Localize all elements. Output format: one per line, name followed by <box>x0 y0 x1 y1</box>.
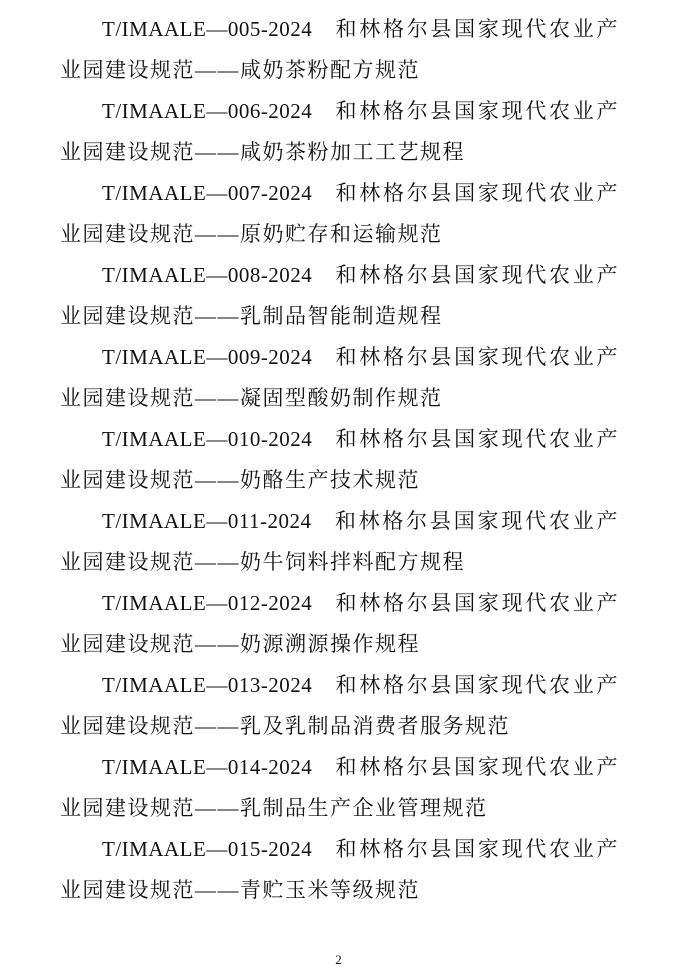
standard-title: 和林格尔县国家现代农业产业园建设规范——乳制品智能制造规程 <box>60 263 619 328</box>
standard-title: 和林格尔县国家现代农业产业园建设规范——原奶贮存和运输规范 <box>60 181 619 246</box>
standard-title: 和林格尔县国家现代农业产业园建设规范——奶源溯源操作规程 <box>60 591 619 656</box>
standard-code: T/IMAALE—012-2024 <box>102 591 313 615</box>
standard-code: T/IMAALE—011-2024 <box>102 509 312 533</box>
standard-code: T/IMAALE—010-2024 <box>102 427 313 451</box>
standard-entry <box>60 501 619 583</box>
standard-code: T/IMAALE—007-2024 <box>102 181 313 205</box>
standard-title: 和林格尔县国家现代农业产业园建设规范——凝固型酸奶制作规范 <box>60 345 619 410</box>
standard-title: 和林格尔县国家现代农业产业园建设规范——乳及乳制品消费者服务规范 <box>60 673 619 738</box>
standard-entry <box>60 255 619 337</box>
standard-entry <box>60 665 619 747</box>
standard-code: T/IMAALE—008-2024 <box>102 263 313 287</box>
standard-title: 和林格尔县国家现代农业产业园建设规范——奶牛饲料拌料配方规程 <box>60 509 619 574</box>
standard-entry <box>60 337 619 419</box>
standard-code: T/IMAALE—013-2024 <box>102 673 313 697</box>
standard-code: T/IMAALE—006-2024 <box>102 99 313 123</box>
standard-title: 和林格尔县国家现代农业产业园建设规范——咸奶茶粉配方规范 <box>60 17 619 82</box>
page-number: 2 <box>335 952 342 967</box>
standard-entry <box>60 173 619 255</box>
standard-entry <box>60 419 619 501</box>
standard-title: 和林格尔县国家现代农业产业园建设规范——青贮玉米等级规范 <box>60 837 619 902</box>
standard-title: 和林格尔县国家现代农业产业园建设规范——咸奶茶粉加工工艺规程 <box>60 99 619 164</box>
standard-entry <box>60 9 619 91</box>
standard-code: T/IMAALE—015-2024 <box>102 837 313 861</box>
standard-entry <box>60 829 619 911</box>
standard-entry <box>60 747 619 829</box>
standard-code: T/IMAALE—005-2024 <box>102 17 313 41</box>
standard-entry <box>60 91 619 173</box>
standard-title: 和林格尔县国家现代农业产业园建设规范——乳制品生产企业管理规范 <box>60 755 619 820</box>
standard-code: T/IMAALE—009-2024 <box>102 345 313 369</box>
standard-code: T/IMAALE—014-2024 <box>102 755 313 779</box>
standard-title: 和林格尔县国家现代农业产业园建设规范——奶酪生产技术规范 <box>60 427 619 492</box>
page-footer <box>0 951 677 969</box>
standards-list <box>60 9 619 911</box>
standard-entry <box>60 583 619 665</box>
